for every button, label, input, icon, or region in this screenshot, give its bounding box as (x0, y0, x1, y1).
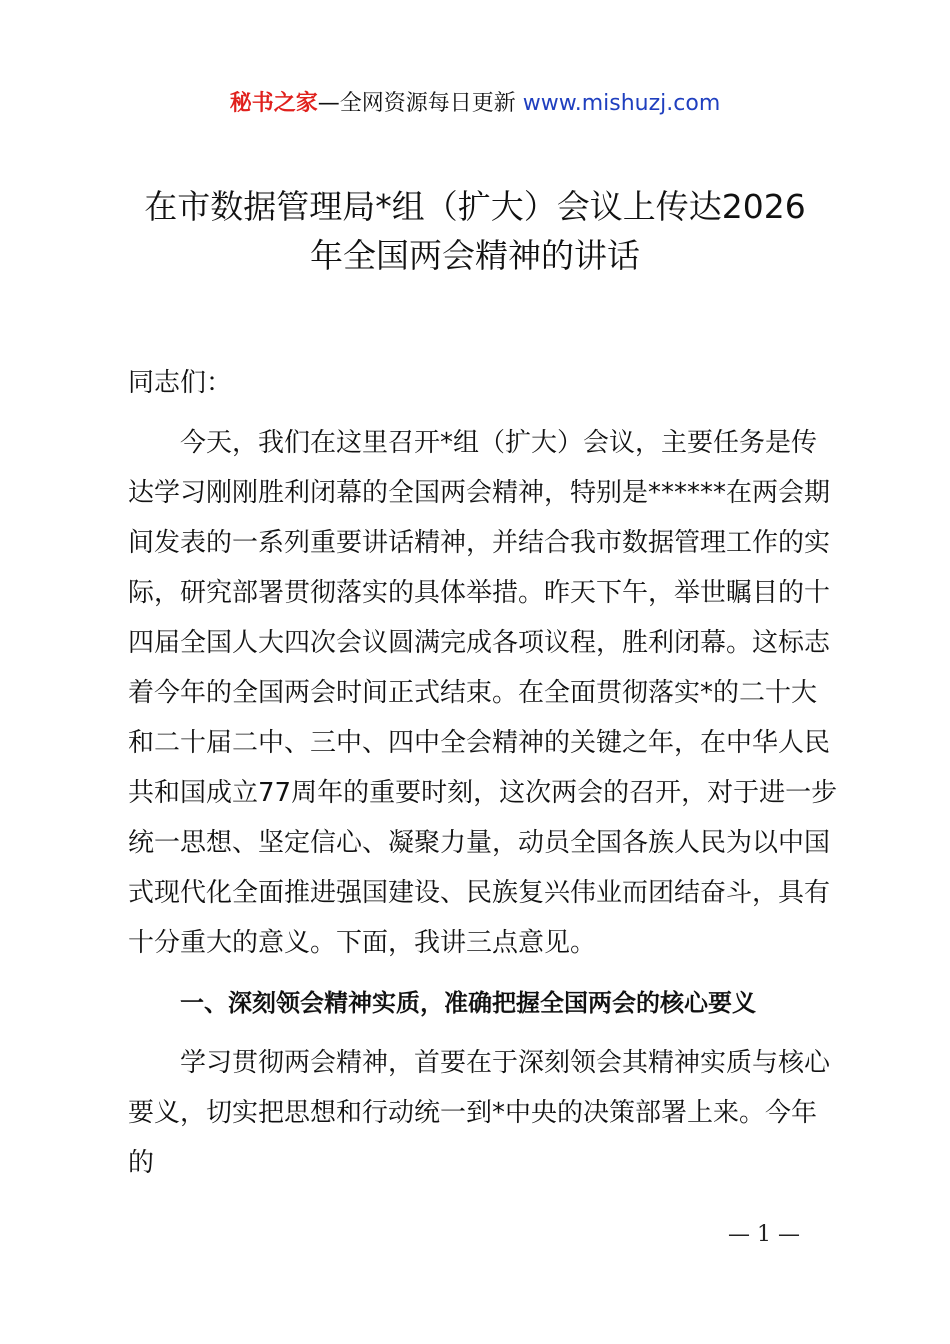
document-body (128, 358, 838, 1188)
title-line-2: 年全国两会精神的讲话 (310, 236, 640, 275)
title-line-1: 在市数据管理局*组（扩大）会议上传达2026 (144, 187, 806, 226)
site-url-link[interactable]: www.mishuzj.com (522, 91, 721, 116)
salutation: 同志们： (128, 368, 233, 398)
body-paragraph-1: 今天，我们在这里召开*组（扩大）会议，主要任务是传达学习刚刚胜利闭幕的全国两会精神，特别是******在两会期间发表的一系列重要讲话精神，并结合我市数据管理工作的实际，研究部署贯彻落实的具体举措。昨天下午，举世瞩目的十四届全国人大四次会议圆满完成各项议程，胜利闭幕。这标志着今年的全国两会时间正式结束。在全面贯彻落实*的二十大和二十届二中、三中、四中全会精神的关键之年，在中华人民共和国成立77周年的重要时刻，这次两会的召开，对于进一步统一思想、坚定信心、凝聚力量，动员全国各族人民为以中国式现代化全面推进强国建设、民族复兴伟业而团结奋斗，具有十分重大的意义。下面，我讲三点意见。 (128, 428, 838, 958)
brand-name: 秘书之家 (229, 91, 318, 116)
document-title (100, 182, 850, 280)
page-number: — 1 — (728, 1222, 800, 1247)
section-heading-1: 一、深刻领会精神实质，准确把握全国两会的核心要义 (180, 989, 756, 1017)
header-tagline: —全网资源每日更新 (317, 91, 516, 116)
body-paragraph-2: 学习贯彻两会精神，首要在于深刻领会其精神实质与核心要义，切实把思想和行动统一到*中央的决策部署上来。今年的 (128, 1048, 831, 1178)
site-header (0, 88, 950, 120)
